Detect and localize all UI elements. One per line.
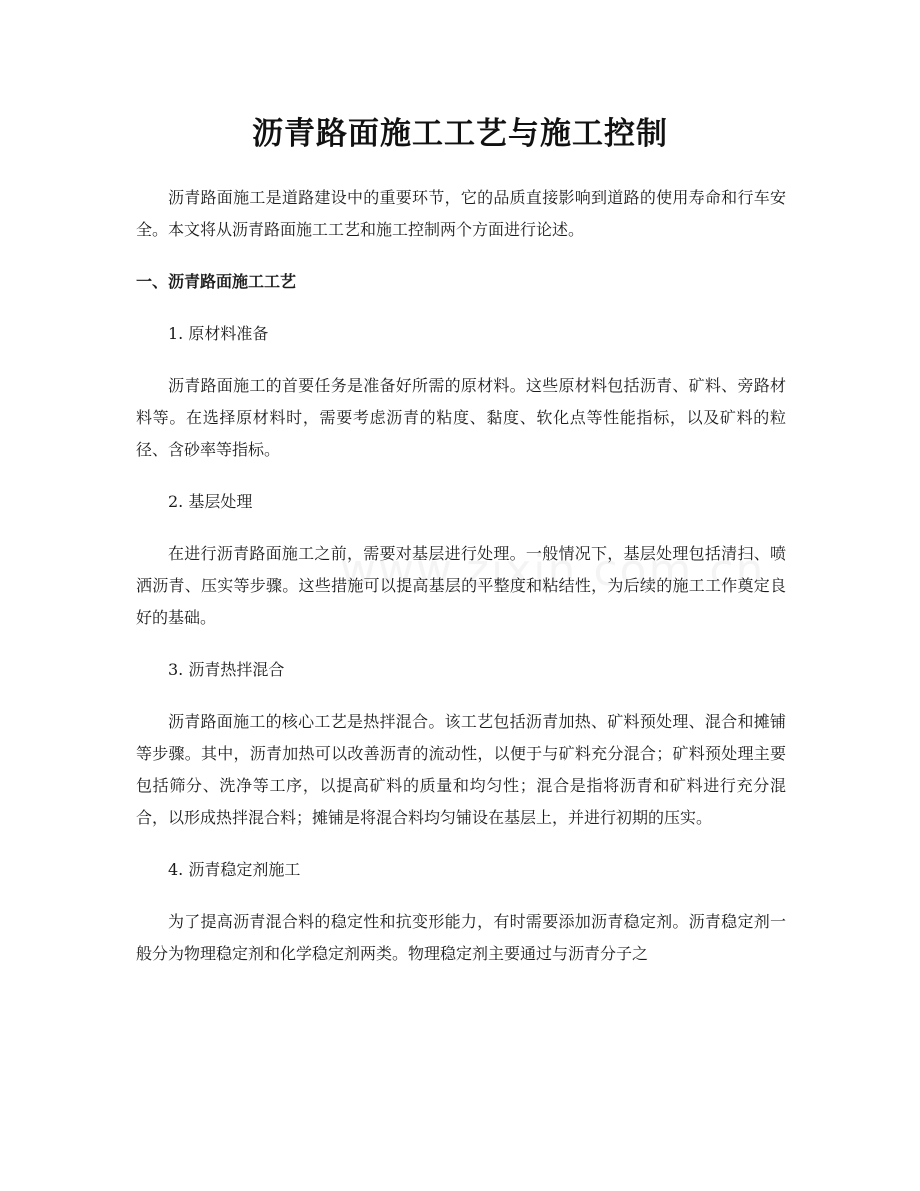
document-body	[136, 182, 786, 970]
section-heading-1: 一、沥青路面施工工艺	[136, 272, 297, 291]
subsection-paragraph-2: 在进行沥青路面施工之前，需要对基层进行处理。一般情况下，基层处理包括清扫、喷洒沥青、压实等步骤。这些措施可以提高基层的平整度和粘结性，为后续的施工工作奠定良好的基础。	[136, 544, 786, 627]
subsection-heading-4: 4. 沥青稳定剂施工	[168, 860, 301, 879]
subsection-paragraph-3: 沥青路面施工的核心工艺是热拌混合。该工艺包括沥青加热、矿料预处理、混合和摊铺等步骤。其中，沥青加热可以改善沥青的流动性，以便于与矿料充分混合；矿料预处理主要包括筛分、洗净等工序，以提高矿料的质量和均匀性；混合是指将沥青和矿料进行充分混合，以形成热拌混合料；摊铺是将混合料均匀铺设在基层上，并进行初期的压实。	[136, 712, 786, 827]
subsection-paragraph-1: 沥青路面施工的首要任务是准备好所需的原材料。这些原材料包括沥青、矿料、旁路材料等。在选择原材料时，需要考虑沥青的粘度、黏度、软化点等性能指标，以及矿料的粒径、含砂率等指标。	[136, 376, 786, 459]
subsection-heading-2: 2. 基层处理	[168, 492, 253, 511]
subsection-paragraph-4: 为了提高沥青混合料的稳定性和抗变形能力，有时需要添加沥青稳定剂。沥青稳定剂一般分为物理稳定剂和化学稳定剂两类。物理稳定剂主要通过与沥青分子之	[136, 912, 786, 963]
document-title: 沥青路面施工工艺与施工控制	[252, 116, 668, 152]
subsection-heading-1: 1. 原材料准备	[168, 324, 269, 343]
intro-paragraph: 沥青路面施工是道路建设中的重要环节，它的品质直接影响到道路的使用寿命和行车安全。本文将从沥青路面施工工艺和施工控制两个方面进行论述。	[136, 188, 786, 239]
subsection-heading-3: 3. 沥青热拌混合	[168, 660, 285, 679]
